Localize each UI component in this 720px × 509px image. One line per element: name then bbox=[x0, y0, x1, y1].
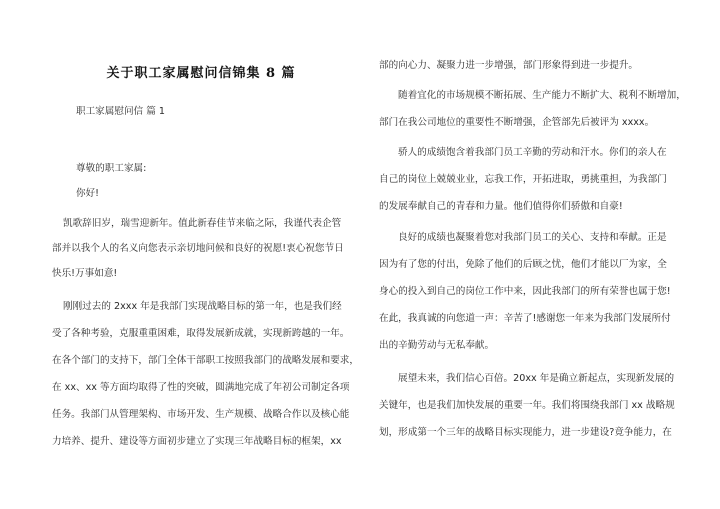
paragraph-line: 部并以我个人的名义向您表示亲切地问候和良好的祝愿!衷心祝您节日 bbox=[52, 243, 344, 254]
paragraph-line: 在此，我真诚的向您道一声：辛苦了!感谢您一年来为我部门发展所付 bbox=[379, 313, 671, 324]
paragraph-line: 快乐!万事如意! bbox=[52, 268, 118, 279]
paragraph-line: 关键年，也是我们加快发展的重要一年。我们将围绕我部门 xx 战略规 bbox=[379, 400, 675, 411]
paragraph-line: 划，形成第一个三年的战略目标实现能力，进一步建设?竟争能力，在 bbox=[379, 427, 672, 438]
paragraph-line: 的发展奉献自己的青春和力量。他们值得你们骄傲和自豪! bbox=[379, 201, 623, 212]
paragraph-line: 身心的投入到自己的岗位工作中来，因此我部门的所有荣誉也属于您! bbox=[379, 286, 671, 297]
paragraph-line: 受了各种考验，克服重重困难，取得发展新成就，实现新跨越的一年。 bbox=[52, 328, 350, 339]
paragraph-line: 展望未来，我们信心百倍。20xx 年是确立新起点，实现新发展的 bbox=[398, 373, 675, 384]
paragraph-line: 刚刚过去的 2xxx 年是我部门实现战略目标的第一年，也是我们经 bbox=[63, 301, 342, 312]
paragraph-line: 凯歌辞旧岁，瑞雪迎新年。值此新春佳节来临之际，我谨代表企管 bbox=[63, 218, 342, 229]
greeting: 你好! bbox=[76, 188, 100, 199]
paragraph-line: 在各个部门的支持下，部门全体干部职工按照我部门的战略发展和要求， bbox=[52, 355, 359, 366]
document-title: 关于职工家属慰问信锦集 8 篇 bbox=[106, 66, 296, 81]
paragraph-line: 自己的岗位上兢兢业业，忘我工作，开拓进取，勇挑重担，为我部门 bbox=[379, 174, 667, 185]
paragraph-line: 良好的成绩也凝聚着您对我部门员工的关心、支持和奉献。正是 bbox=[398, 232, 667, 243]
section-heading: 职工家属慰问信 篇 1 bbox=[76, 106, 165, 117]
salutation: 尊敬的职工家属: bbox=[76, 163, 147, 174]
paragraph-line: 出的辛勤劳动与无私奉献。 bbox=[379, 340, 495, 351]
paragraph-line: 部门在我公司地位的重要性不断增强，企管部先后被评为 xxxx。 bbox=[379, 117, 655, 128]
paragraph-line: 部的向心力、凝聚力进一步增强，部门形象得到进一步提升。 bbox=[379, 60, 639, 71]
paragraph-line: 在 xx、xx 等方面均取得了性的突破，圆满地完成了年初公司制定各项 bbox=[52, 382, 350, 393]
paragraph-line: 骄人的成绩饱含着我部门员工辛勤的劳动和汗水。你们的亲人在 bbox=[398, 147, 667, 158]
paragraph-line: 任务。我部门从管理架构、市场开发、生产规模、战略合作以及核心能 bbox=[52, 409, 350, 420]
paragraph-line: 因为有了您的付出，免除了他们的后顾之忧，他们才能以厂为家，全 bbox=[379, 259, 667, 270]
paragraph-line: 随着宜化的市场规模不断拓展、生产能力不断扩大、税利不断增加， bbox=[398, 90, 686, 101]
paragraph-line: 力培养、提升、建设等方面初步建立了实现三年战略目标的框架，xx bbox=[52, 436, 342, 447]
